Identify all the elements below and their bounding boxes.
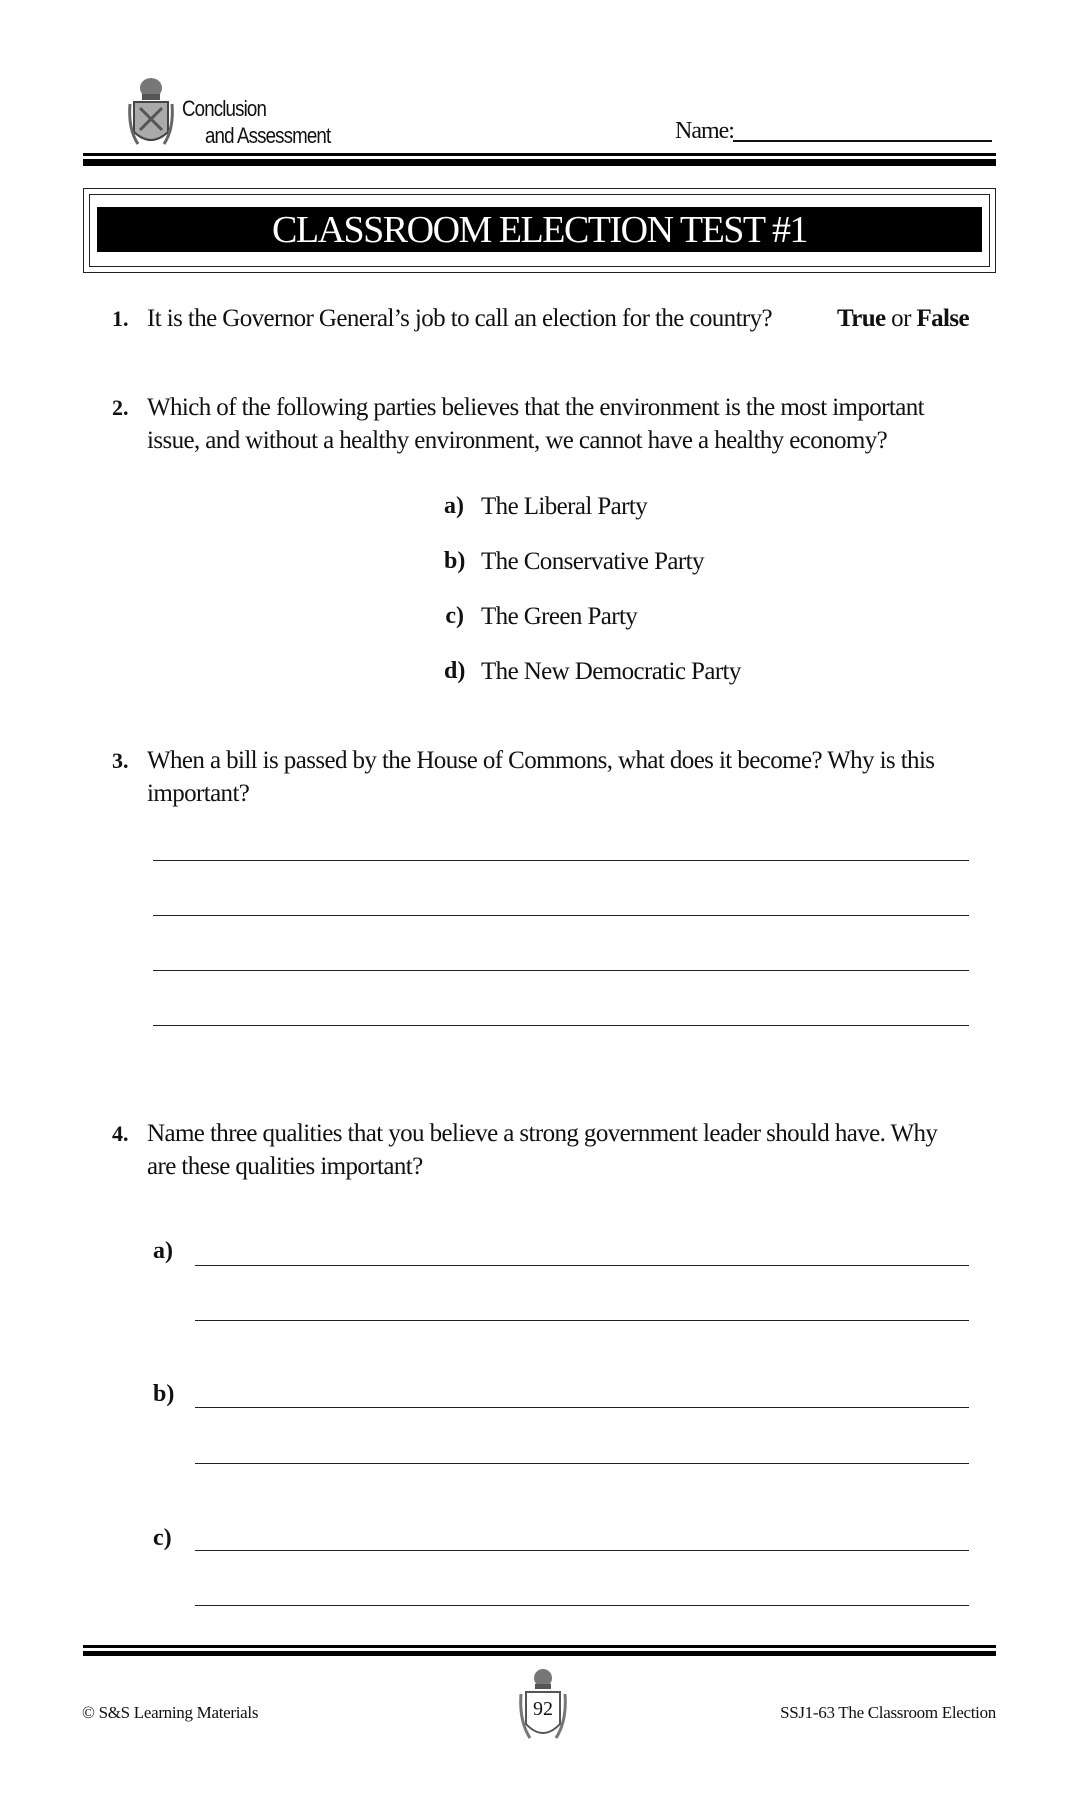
product-code: SSJ1-63 The Classroom Election xyxy=(780,1703,996,1722)
question-3-text-line2: important? xyxy=(147,780,250,807)
option-text: The New Democratic Party xyxy=(481,658,741,685)
answer-line[interactable] xyxy=(195,1407,969,1408)
option-letter: d) xyxy=(444,658,466,684)
title-banner xyxy=(97,207,982,252)
question-1-number: 1. xyxy=(112,306,129,331)
answer-line[interactable] xyxy=(195,1320,969,1321)
page-crest xyxy=(518,1666,568,1744)
false-option[interactable]: False xyxy=(916,305,970,332)
option-letter: a) xyxy=(444,493,464,519)
question-4-number: 4. xyxy=(112,1121,129,1146)
option-letter: b) xyxy=(444,548,466,574)
crest-logo xyxy=(128,74,174,150)
option-text: The Conservative Party xyxy=(481,548,704,575)
question-2-text-line1: Which of the following parties believes that the environment is the most important xyxy=(147,394,924,421)
footer-rule-thin xyxy=(83,1645,996,1648)
page-number: 92 xyxy=(533,1698,553,1720)
option-text: The Green Party xyxy=(481,603,638,630)
question-2-text-line2: issue, and without a healthy environment, we cannot have a healthy economy? xyxy=(147,427,888,454)
question-4-text-line1: Name three qualities that you believe a strong government leader should have. Why xyxy=(147,1120,938,1147)
answer-line[interactable] xyxy=(195,1550,969,1551)
option-letter: c) xyxy=(445,603,464,629)
part-a-label: a) xyxy=(153,1238,173,1264)
part-b-label: b) xyxy=(153,1381,175,1407)
title-frame xyxy=(83,188,996,273)
answer-line[interactable] xyxy=(153,915,969,916)
copyright: © S&S Learning Materials xyxy=(82,1703,259,1722)
answer-line[interactable] xyxy=(195,1265,969,1266)
answer-line[interactable] xyxy=(153,860,969,861)
answer-line[interactable] xyxy=(153,970,969,971)
question-1-text: It is the Governor General’s job to call an election for the country? xyxy=(147,305,773,332)
true-option[interactable]: True xyxy=(837,305,886,332)
question-4-text-line2: are these qualities important? xyxy=(147,1153,423,1180)
answer-line[interactable] xyxy=(195,1605,969,1606)
section-title-line1: Conclusion xyxy=(182,96,267,121)
name-label: Name: xyxy=(675,118,734,144)
or-label: or xyxy=(891,305,911,332)
section-title-line2: and Assessment xyxy=(205,123,331,148)
answer-line[interactable] xyxy=(195,1463,969,1464)
footer-rule-thick xyxy=(83,1651,996,1656)
header-rule-thick xyxy=(83,159,996,166)
question-3-number: 3. xyxy=(112,748,129,773)
name-field[interactable] xyxy=(733,140,992,142)
question-2-number: 2. xyxy=(112,395,129,420)
page-title: CLASSROOM ELECTION TEST #1 xyxy=(272,208,807,251)
question-3-text-line1: When a bill is passed by the House of Commons, what does it become? Why is this xyxy=(147,747,935,774)
part-c-label: c) xyxy=(153,1525,172,1551)
header-rule-thin xyxy=(83,153,996,156)
answer-line[interactable] xyxy=(153,1025,969,1026)
option-text: The Liberal Party xyxy=(481,493,648,520)
true-false-choice[interactable] xyxy=(837,302,969,335)
